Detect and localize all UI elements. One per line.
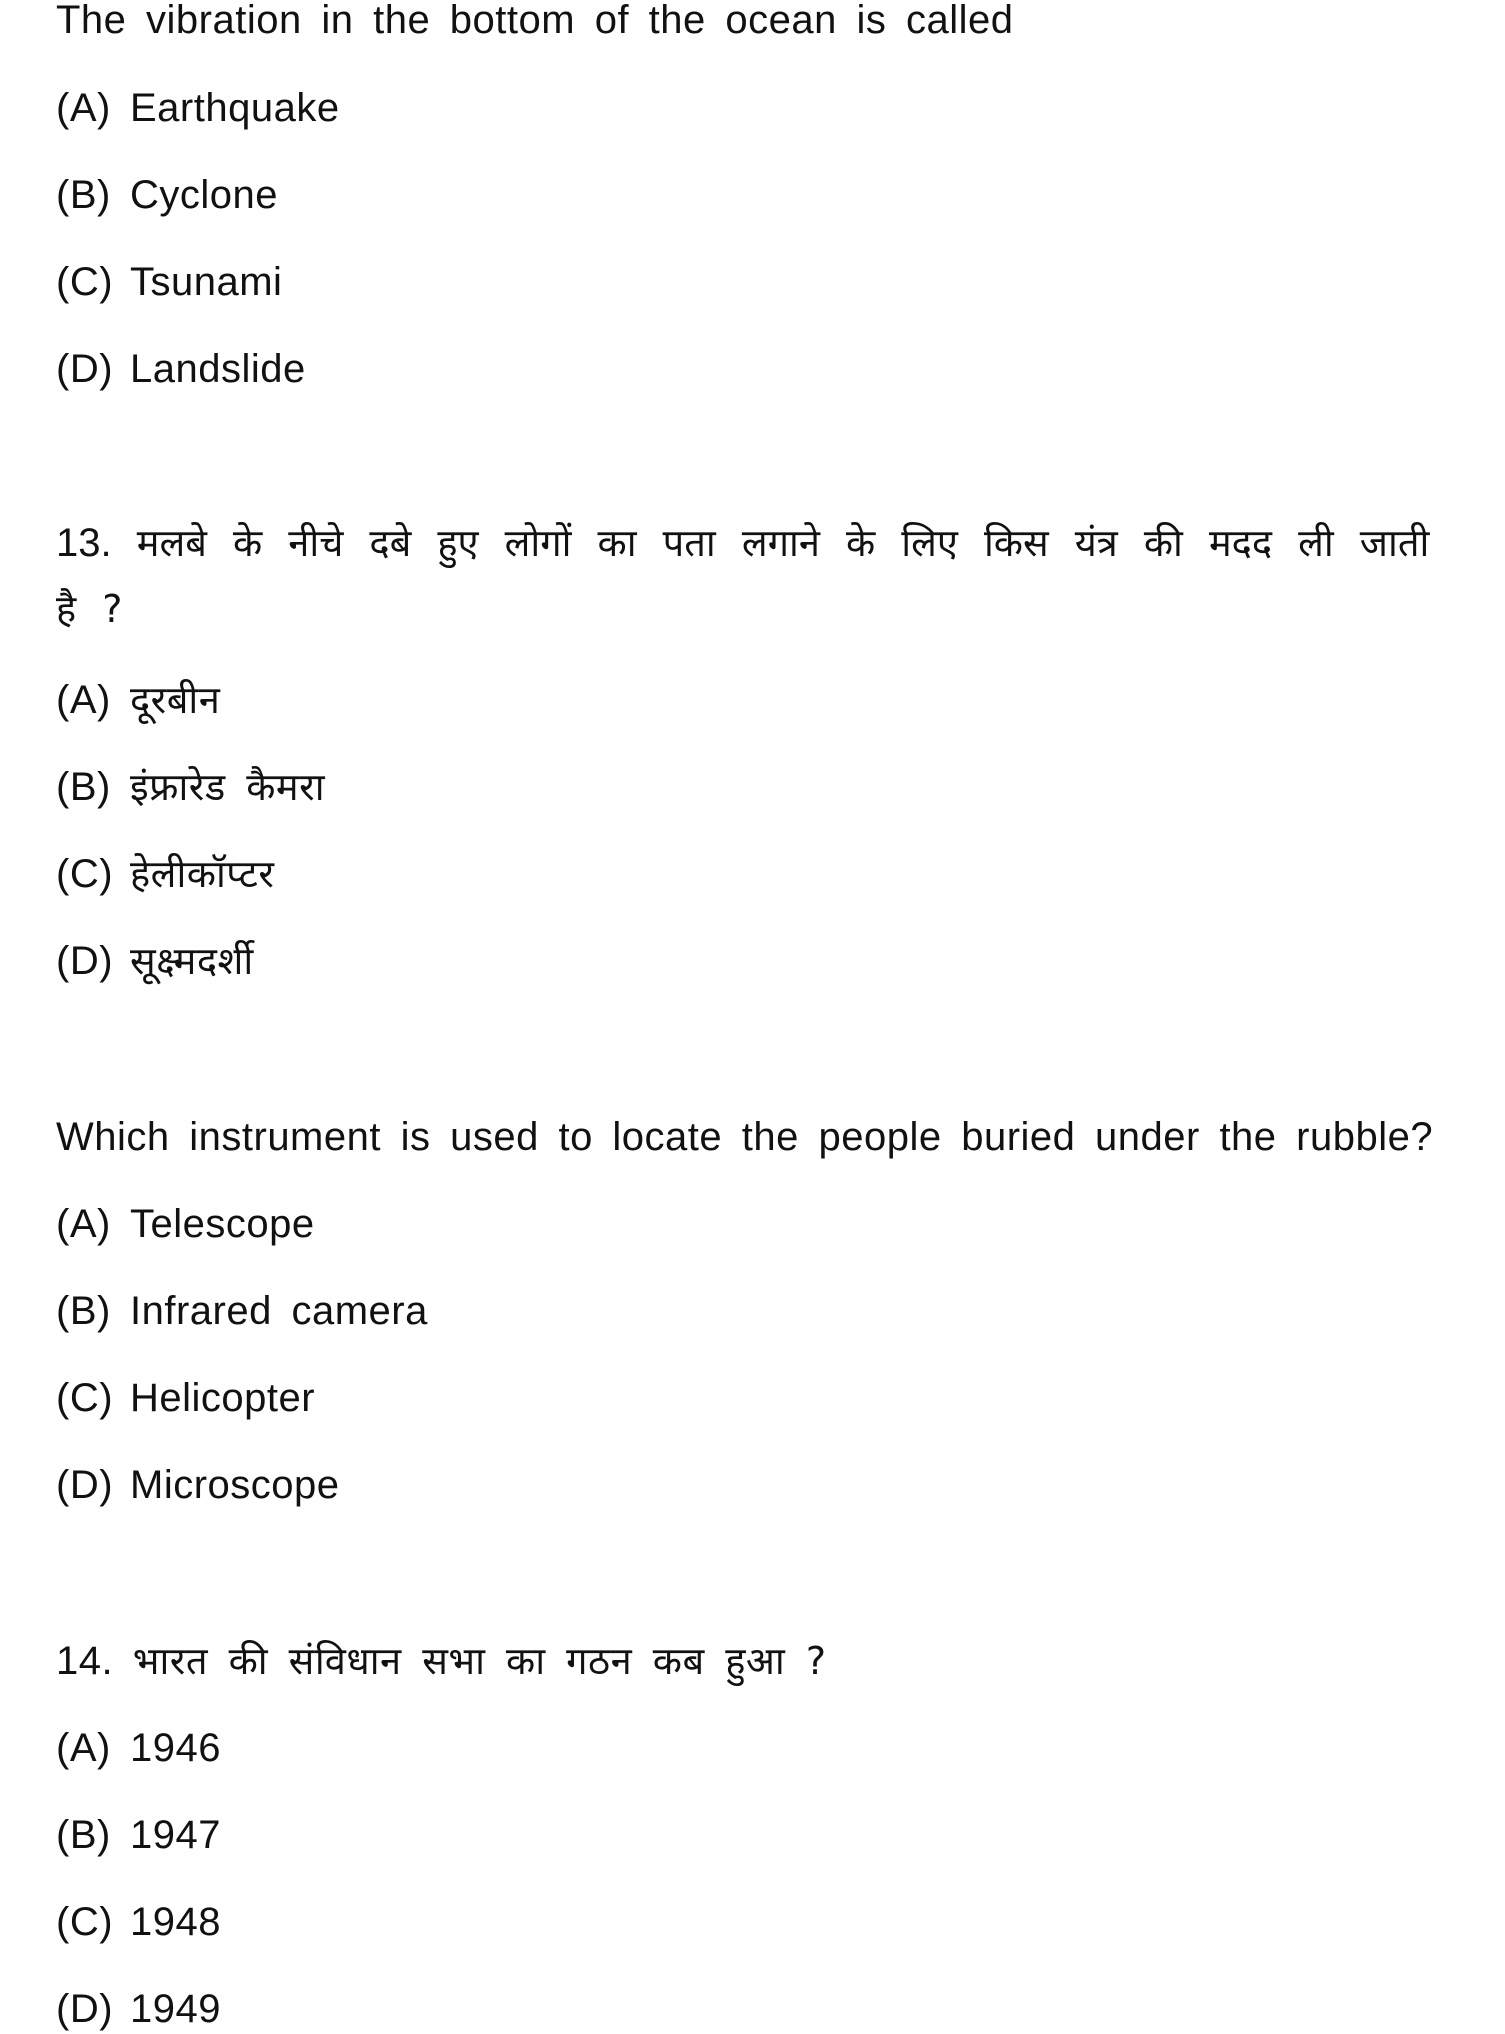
option-text: Landslide <box>130 347 306 391</box>
question-14-hindi <box>56 1637 827 1685</box>
option-label: (B) <box>56 1289 111 1333</box>
option-text: हेलीकॉप्टर <box>130 852 275 896</box>
option-text: 1947 <box>130 1813 221 1857</box>
option-text: Infrared camera <box>130 1289 428 1333</box>
option-c <box>56 850 274 898</box>
option-a <box>56 84 340 132</box>
option-label: (B) <box>56 1813 111 1857</box>
option-label: (A) <box>56 86 111 130</box>
option-label: (D) <box>56 347 114 391</box>
option-c <box>56 1898 221 1946</box>
question-13-hindi <box>56 510 1456 642</box>
option-text: सूक्ष्मदर्शी <box>130 939 254 983</box>
option-text: Telescope <box>130 1202 315 1246</box>
option-text: 1948 <box>130 1900 221 1944</box>
option-b <box>56 171 278 219</box>
option-d <box>56 1985 221 2033</box>
option-label: (C) <box>56 260 114 304</box>
option-c <box>56 1374 315 1422</box>
option-a <box>56 676 220 724</box>
question-number: 13. <box>56 521 112 565</box>
question-13-english <box>56 1113 1433 1161</box>
option-text: इंफ्रारेड कैमरा <box>130 765 326 809</box>
question-number: 14. <box>56 1639 114 1683</box>
option-label: (C) <box>56 1376 114 1420</box>
option-d <box>56 937 254 985</box>
option-label: (A) <box>56 1202 111 1246</box>
option-label: (D) <box>56 939 114 983</box>
option-text: Earthquake <box>130 86 340 130</box>
option-label: (D) <box>56 1463 114 1507</box>
option-b <box>56 763 325 811</box>
option-label: (D) <box>56 1987 114 2031</box>
question-text: मलबे के नीचे दबे हुए लोगों का पता लगाने के लिए किस यंत्र की मदद ली जाती है ? <box>56 521 1430 631</box>
option-a <box>56 1200 315 1248</box>
option-label: (A) <box>56 678 111 722</box>
option-label: (C) <box>56 852 114 896</box>
option-a <box>56 1724 221 1772</box>
question-text <box>56 0 1014 44</box>
option-text: Microscope <box>130 1463 340 1507</box>
option-label: (A) <box>56 1726 111 1770</box>
option-b <box>56 1811 221 1859</box>
option-text: Tsunami <box>130 260 283 304</box>
question-12-en-text: The vibration in the bottom of the ocean is called <box>56 0 1014 42</box>
question-text: भारत की संविधान सभा का गठन कब हुआ ? <box>132 1639 827 1683</box>
option-b <box>56 1287 428 1335</box>
option-d <box>56 1461 340 1509</box>
option-label: (B) <box>56 765 111 809</box>
option-text: Cyclone <box>130 173 279 217</box>
option-c <box>56 258 282 306</box>
option-text: दूरबीन <box>130 678 221 722</box>
option-label: (C) <box>56 1900 114 1944</box>
option-label: (B) <box>56 173 111 217</box>
option-d <box>56 345 306 393</box>
option-text: 1946 <box>130 1726 221 1770</box>
question-text: Which instrument is used to locate the people buried under the rubble? <box>56 1115 1434 1159</box>
option-text: Helicopter <box>130 1376 316 1420</box>
option-text: 1949 <box>130 1987 221 2031</box>
